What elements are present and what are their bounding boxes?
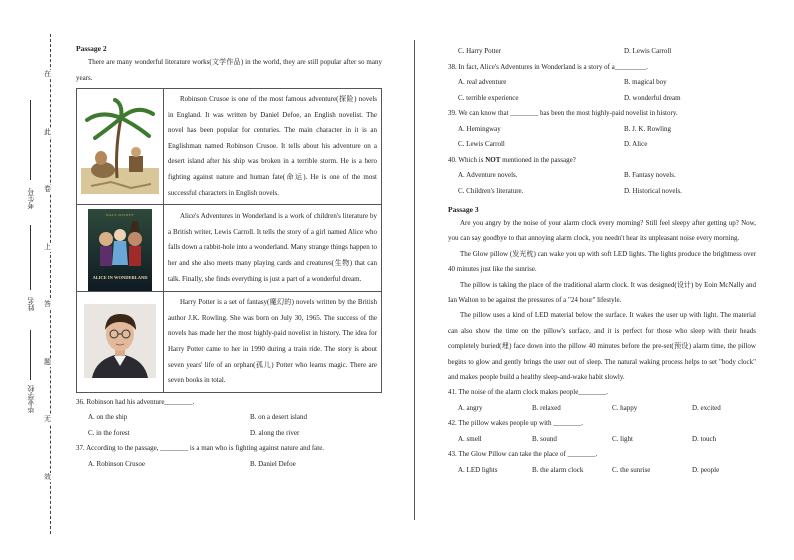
option[interactable]: C. Harry Potter [458, 47, 501, 55]
option[interactable]: B. Fantasy novels. [624, 171, 676, 179]
option[interactable]: C. happy [612, 403, 638, 412]
question-38-stem: 38. In fact, Alice's Adventures in Wonderland is a story of a_________. [448, 62, 649, 71]
option[interactable]: B. J. K. Rowling [624, 124, 672, 133]
harry-potter-photo [84, 304, 156, 378]
stem-emphasis: NOT [485, 155, 501, 164]
exam-number-line [30, 100, 31, 180]
question-39-stem: 39. We can know that ________ has been the most highly-paid novelist in history. [448, 109, 678, 117]
question-43-stem: 43. The Glow Pillow can take the place of ________. [448, 450, 598, 459]
option[interactable]: D. along the river [250, 428, 300, 437]
passage2-title: Passage 2 [76, 44, 107, 53]
seal-char: 上 [44, 243, 51, 251]
option[interactable]: B. Daniel Defoe [250, 459, 296, 468]
book-image-cell [77, 205, 164, 292]
stem-text: 40. Which is [448, 155, 486, 164]
question-37-options-row [448, 44, 756, 60]
question-36-options-row [76, 426, 382, 442]
question-37-stem: 37. According to the passage, ________ is a man who is fighting against nature and fate. [76, 444, 325, 453]
option[interactable]: A. LED lights [458, 465, 498, 474]
option[interactable]: D. wonderful dream [624, 93, 681, 102]
question-42-options-row [448, 432, 756, 448]
option[interactable]: C. light [612, 434, 634, 443]
question-39-options-row [448, 137, 756, 153]
option[interactable]: A. Adventure novels. [458, 171, 518, 179]
poster-title-caption: ALICE IN WONDERLAND [92, 275, 148, 281]
option[interactable]: D. Historical novels. [624, 186, 682, 195]
seal-char: 题 [44, 358, 51, 366]
question-43-options-row [448, 463, 756, 479]
option[interactable]: D. Lewis Carroll [624, 47, 672, 55]
option[interactable]: A. real adventure [458, 78, 507, 86]
name-label: 姓名 [27, 297, 35, 311]
passage3-paragraph: Are you angry by the noise of your alarm clock every morning? Still feel sleepy after getting up? Now, you can say goodbye to that annoying alarm clock, you needn't hear its unpleasant noise every morning. [448, 219, 756, 243]
question-41-stem: 41. The noise of the alarm clock makes people________. [448, 388, 609, 397]
question-40-options-row [448, 168, 756, 184]
question-36-options-row [76, 410, 382, 426]
binding-margin [0, 0, 60, 560]
cut-line [50, 34, 51, 534]
seal-char: 在 [44, 70, 51, 78]
left-column [76, 44, 382, 472]
option[interactable]: A. angry [458, 403, 483, 412]
passage3-paragraph: The pillow is taking the place of the traditional alarm clock. It was designed(设计) by Eoin McNally and Ian Walton to be against the pressures of a "24 hour" lifestyle. [448, 280, 756, 305]
name-line [30, 225, 31, 290]
book-table [76, 88, 382, 393]
question-38-options-row [448, 91, 756, 107]
passage3-paragraph: The Glow pillow (发光枕) can wake you up with soft LED lights. The lights produce the brightness over 40 minutes just like the sunrise. [448, 249, 756, 274]
option[interactable]: C. terrible experience [458, 93, 519, 102]
question-39-options-row [448, 122, 756, 138]
question-40-stem [448, 153, 756, 169]
option[interactable]: A. smell [458, 434, 482, 443]
book-row [77, 292, 382, 393]
column-divider [414, 40, 415, 520]
question-38-options-row [448, 75, 756, 91]
poster-studio-caption: WALT DISNEY [105, 213, 135, 218]
book-description: Robinson Crusoe is one of the most famous adventure(探险) novels in England. It was written by Daniel Defoe, an English novelist. The novel has been popular for centuries. The main character in it is an Englishman named Robinson Crusoe. It tells about his adventure on a desert island after his ship was broken in a terrible storm. He is a hero fighting against nature and human fate(命运). He is one of the most successful characters in English novels. [164, 89, 382, 205]
book-description: Harry Potter is a set of fantasy(魔幻的) novels written by the British author J.K. Rowling. She was born on July 30, 1965. The success of the novels has made her the most highly-paid novelist in history. The idea for Harry Potter came to her in 1990 during a train ride. The story is about seven years' life of an orphan(孤儿) Potter who learns magic. There are seven books in total. [164, 292, 382, 393]
option[interactable]: B. magical boy [624, 78, 667, 86]
book-image-cell [77, 89, 164, 205]
option[interactable]: A. Robinson Crusoe [88, 459, 145, 468]
option[interactable]: B. the alarm clock [532, 465, 584, 474]
school-line [30, 330, 31, 380]
option[interactable]: A. Hemingway [458, 124, 501, 133]
book-row [77, 89, 382, 205]
seal-char: 无 [44, 415, 51, 423]
book-row [77, 205, 382, 292]
option[interactable]: D. people [692, 465, 720, 474]
option[interactable]: B. on a desert island [250, 413, 307, 422]
stem-text: mentioned in the passage? [500, 155, 576, 164]
exam-number-label: 考生号 [27, 188, 35, 209]
school-label: 毕业学校 [27, 385, 35, 413]
seal-char: 效 [44, 473, 51, 481]
option[interactable]: D. touch [692, 434, 717, 443]
passage3-paragraph: The pillow uses a kind of LED material below the surface. It wakes the user up with light. The material can also show the time on the pillow's surface, and it is perfect for those who sleep with their heads completely buried(埋) face down into the pillow 40 minutes before the pre-set(预设) alarm time, the pillow begins to glow and gently brings the user out of sleep. The natural waking process helps to set "body clock" and makes people build a healthy sleep-and-wake habit slowly. [448, 311, 756, 382]
option[interactable]: C. the sunrise [612, 465, 651, 474]
option[interactable]: A. on the ship [88, 413, 128, 422]
question-40-options-row [448, 184, 756, 200]
robinson-crusoe-illustration [81, 98, 159, 194]
option[interactable]: B. relaxed [532, 403, 561, 412]
question-42-stem: 42. The pillow wakes people up with ________. [448, 419, 583, 428]
seal-char: 卷 [44, 185, 51, 193]
passage2-intro: There are many wonderful literature works(文学作品) in the world, they are still popular after so many years. [76, 58, 382, 82]
option[interactable]: D. Alice [624, 140, 648, 148]
question-37-options-row [76, 457, 382, 473]
option[interactable]: B. sound [532, 434, 557, 443]
option[interactable]: C. in the forest [88, 428, 130, 437]
seal-char: 此 [44, 128, 51, 136]
question-41-options-row [448, 401, 756, 417]
seal-char: 答 [44, 300, 51, 308]
question-36-stem: 36. Robinson had his adventure________. [76, 397, 195, 406]
option[interactable]: D. excited [692, 403, 721, 412]
book-image-cell [77, 292, 164, 393]
right-column [448, 44, 756, 478]
option[interactable]: C. Lewis Carroll [458, 140, 505, 148]
book-description: Alice's Adventures in Wonderland is a work of children's literature by a British writer, Lewis Carroll. It tells the story of a girl named Alice who falls down a rabbit-hole into a wonderland. Many strange things happen to her and she also meets many playing cards and creatures(生物) that can talk. Finally, she finds everything is just a part of a wonderful dream. [164, 205, 382, 292]
passage3-title: Passage 3 [448, 205, 479, 214]
option[interactable]: C. Children's literature. [458, 186, 524, 195]
